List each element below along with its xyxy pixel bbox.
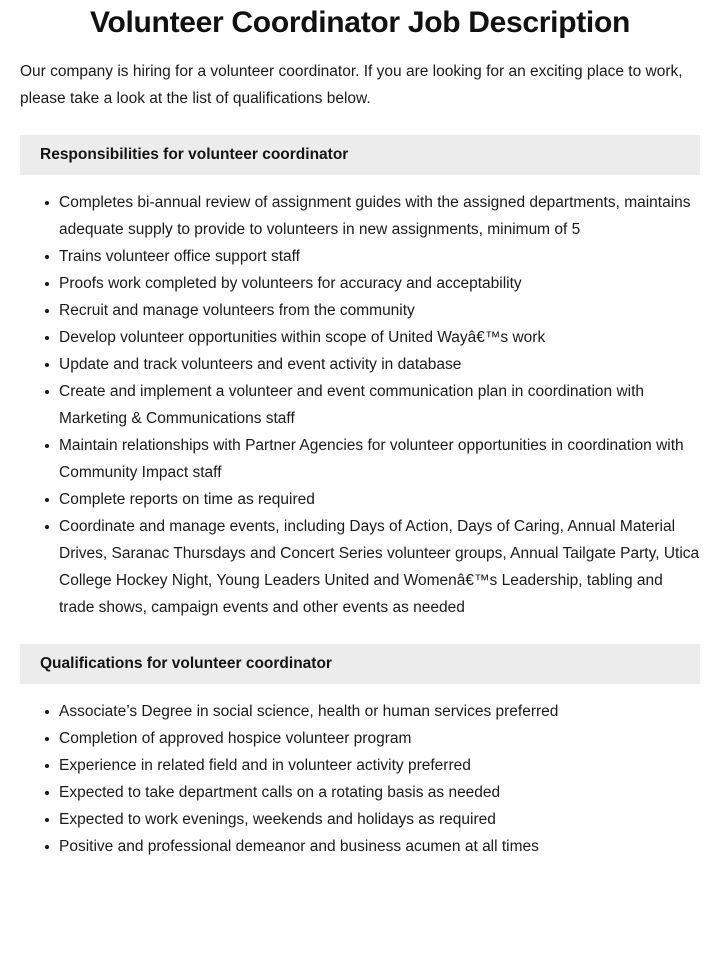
list-item: Develop volunteer opportunities within scope of United Wayâ€™s work	[20, 324, 700, 351]
list-item: Completes bi-annual review of assignment guides with the assigned departments, maintains adequate supply to provide to volunteers in new assignments, minimum of 5	[20, 189, 700, 243]
list-item: Recruit and manage volunteers from the community	[20, 297, 700, 324]
qualifications-heading: Qualifications for volunteer coordinator	[40, 655, 332, 673]
list-item: Expected to take department calls on a rotating basis as needed	[20, 779, 700, 806]
list-item: Associate’s Degree in social science, health or human services preferred	[20, 698, 700, 725]
list-item: Create and implement a volunteer and event communication plan in coordination with Marketing & Communications staff	[20, 378, 700, 432]
list-item: Maintain relationships with Partner Agencies for volunteer opportunities in coordination with Community Impact staff	[20, 432, 700, 486]
list-item: Coordinate and manage events, including Days of Action, Days of Caring, Annual Material Drives, Saranac Thursdays and Concert Series volunteer groups, Annual Tailgate Party, Utica College Hockey Night, Young Leaders United and Womenâ€™s Leadership, tabling and trade shows, campaign events and other events as needed	[20, 513, 700, 621]
job-description-page	[0, 5, 720, 860]
responsibilities-heading: Responsibilities for volunteer coordinator	[40, 146, 349, 164]
list-item: Trains volunteer office support staff	[20, 243, 700, 270]
qualifications-list	[20, 698, 700, 860]
responsibilities-section-header	[20, 135, 700, 175]
list-item: Positive and professional demeanor and business acumen at all times	[20, 833, 700, 860]
qualifications-section-header	[20, 644, 700, 684]
list-item: Completion of approved hospice volunteer program	[20, 725, 700, 752]
intro-paragraph: Our company is hiring for a volunteer coordinator. If you are looking for an exciting place to work, please take a look at the list of qualifications below.	[20, 63, 683, 108]
list-item: Proofs work completed by volunteers for accuracy and acceptability	[20, 270, 700, 297]
list-item: Experience in related field and in volunteer activity preferred	[20, 752, 700, 779]
responsibilities-list	[20, 189, 700, 621]
list-item: Update and track volunteers and event activity in database	[20, 351, 700, 378]
list-item: Complete reports on time as required	[20, 486, 700, 513]
page-title: Volunteer Coordinator Job Description	[89, 6, 631, 39]
list-item: Expected to work evenings, weekends and holidays as required	[20, 806, 700, 833]
